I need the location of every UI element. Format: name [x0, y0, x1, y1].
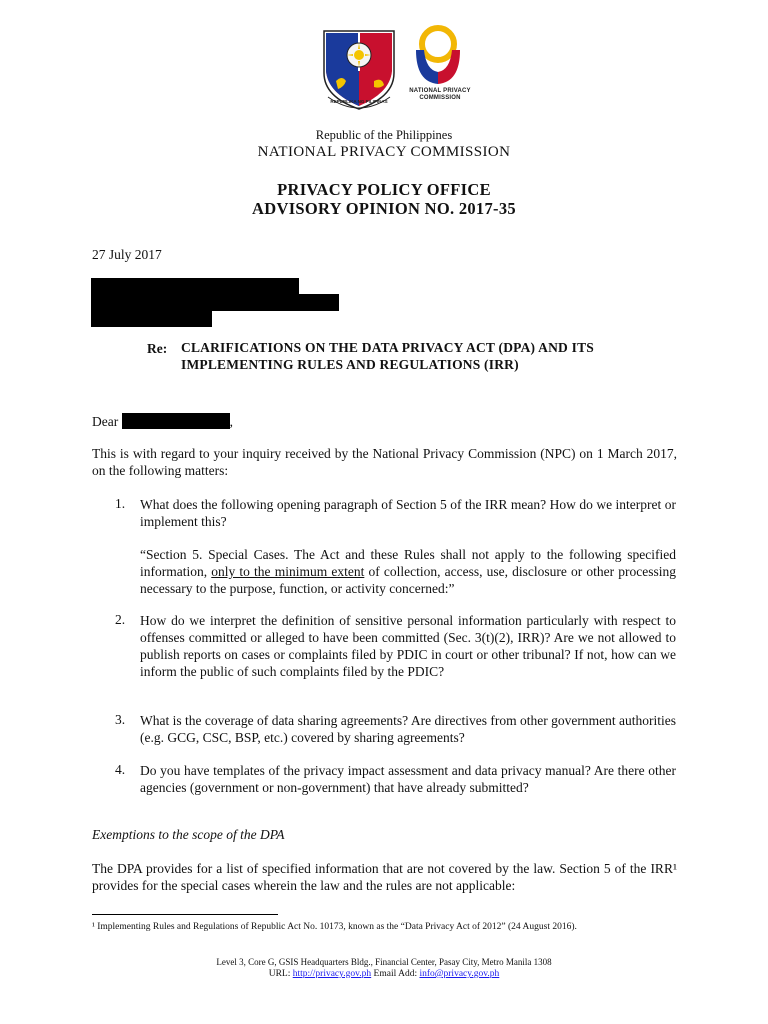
item-3-text: What is the coverage of data sharing agreements? Are directives from other government authorities (e.g. GCG, CSC, BSP, etc.) covered by sharing agreements? — [140, 713, 676, 745]
item-2-text: How do we interpret the definition of sensitive personal information particularly with respect to offenses committed or alleged to have been committed (Sec. 3(t)(2), IRR)? Are we not allowed to publish reports on cases or complaints filed by PDIC in court or other tribunal? If not, how can we inform the public of such complaints filed by the PDIC? — [140, 613, 676, 679]
footer-contact — [0, 969, 768, 979]
item-1-text: What does the following opening paragraph of Section 5 of the IRR mean? How do we interpret or implement this? — [140, 497, 676, 529]
item-4-text: Do you have templates of the privacy impact assessment and data privacy manual? Are there other agencies (government or non-government) that have already submitted? — [140, 763, 676, 795]
redacted-name — [122, 413, 230, 429]
intro-paragraph: This is with regard to your inquiry received by the National Privacy Commission (NPC) on 1 March 2017, on the following matters: — [92, 446, 677, 478]
item-2-number: 2. — [115, 612, 126, 627]
quote-before: “Section 5. Special Cases. The Act and these Rules shall not apply to the following specified information, — [140, 547, 676, 579]
re-subject: CLARIFICATIONS ON THE DATA PRIVACY ACT (DPA) AND ITS IMPLEMENTING RULES AND REGULATIONS (IRR) — [181, 340, 594, 372]
footer-address: Level 3, Core G, GSIS Headquarters Bldg., Financial Center, Pasay City, Metro Manila 1308 — [216, 957, 552, 967]
item-3-number: 3. — [115, 712, 126, 727]
npc-keyhole-logo — [408, 24, 468, 116]
section-heading: Exemptions to the scope of the DPA — [92, 827, 285, 842]
philippine-seal-logo — [318, 27, 400, 113]
section5-quote — [140, 546, 676, 597]
quote-underlined: only to the minimum extent — [211, 564, 365, 579]
seal-caption: REPUBLIKA NG PILIPINAS — [330, 99, 388, 104]
salutation — [92, 413, 233, 430]
redacted-addressee-line-2 — [91, 294, 339, 311]
salutation-comma: , — [229, 414, 233, 429]
footnote: ¹ Implementing Rules and Regulations of Republic Act No. 10173, known as the “Data Privacy Act of 2012” (24 August 2016). — [92, 922, 577, 932]
item-4-number: 4. — [115, 762, 126, 777]
website-link[interactable]: http://privacy.gov.ph — [292, 969, 372, 979]
redacted-addressee-line-1 — [91, 278, 299, 295]
email-label: Email Add: — [373, 969, 418, 979]
republic-line: Republic of the Philippines — [315, 128, 453, 142]
re-label: Re: — [147, 341, 168, 356]
url-label: URL: — [268, 969, 291, 979]
salutation-prefix: Dear — [92, 414, 119, 429]
office-title: PRIVACY POLICY OFFICE — [277, 180, 491, 199]
footnote-divider — [92, 914, 278, 915]
commission-line: NATIONAL PRIVACY COMMISSION — [257, 144, 511, 160]
closing-paragraph: The DPA provides for a list of specified information that are not covered by the law. Section 5 of the IRR¹ provides for the special cases wherein the law and the rules are not applicable: — [92, 861, 677, 893]
npc-logo-text: NATIONAL PRIVACY COMMISSION — [409, 88, 471, 101]
redacted-addressee-line-3 — [91, 310, 212, 327]
advisory-title: ADVISORY OPINION NO. 2017-35 — [252, 199, 516, 218]
item-1-number: 1. — [115, 496, 126, 511]
quote-after: of collection, access, use, disclosure or other processing necessary to the purpose, function, or activity concerned:” — [140, 564, 677, 596]
letter-date: 27 July 2017 — [92, 247, 162, 262]
email-link[interactable]: info@privacy.gov.ph — [419, 969, 500, 979]
